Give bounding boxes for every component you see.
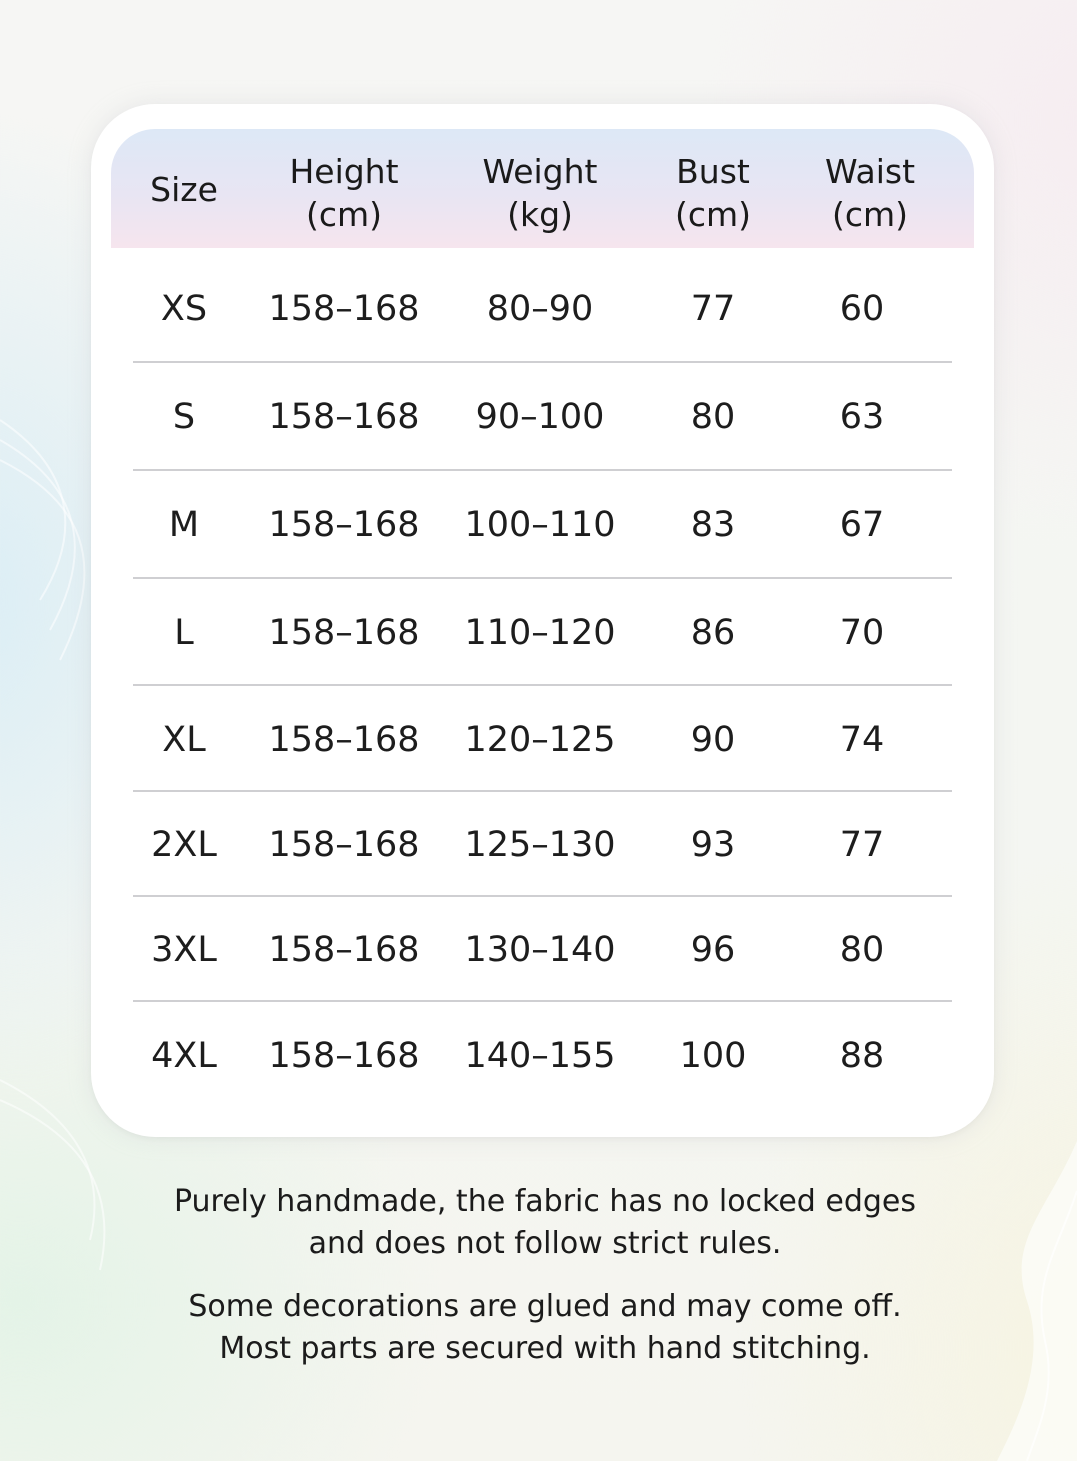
row-divider — [133, 895, 952, 897]
row-divider — [133, 361, 952, 363]
size-chart-card — [91, 104, 994, 1137]
cell-weight: 140–155 — [464, 1036, 616, 1076]
header-bust: Bust (cm) — [674, 152, 752, 234]
cell-height: 158–168 — [268, 1036, 420, 1076]
cell-bust: 90 — [690, 720, 736, 760]
cell-waist: 60 — [839, 289, 885, 329]
note-handmade-line2: and does not follow strict rules. — [308, 1226, 782, 1261]
cell-size: 3XL — [151, 930, 217, 970]
cell-size: M — [168, 505, 200, 545]
cell-size: XL — [162, 720, 206, 760]
cell-height: 158–168 — [268, 825, 420, 865]
row-divider — [133, 577, 952, 579]
cell-bust: 77 — [690, 289, 736, 329]
cell-weight: 120–125 — [464, 720, 616, 760]
cell-waist: 74 — [839, 720, 885, 760]
cell-bust: 96 — [690, 930, 736, 970]
cell-weight: 125–130 — [464, 825, 616, 865]
cell-size: 2XL — [151, 825, 217, 865]
cell-waist: 63 — [839, 397, 885, 437]
row-divider — [133, 684, 952, 686]
cell-height: 158–168 — [268, 613, 420, 653]
cell-waist: 88 — [839, 1036, 885, 1076]
cell-size: 4XL — [151, 1036, 217, 1076]
cell-weight: 110–120 — [464, 613, 616, 653]
header-weight: Weight (kg) — [482, 152, 598, 234]
row-divider — [133, 469, 952, 471]
cell-bust: 93 — [690, 825, 736, 865]
note-decorations-line2: Most parts are secured with hand stitching. — [219, 1331, 871, 1366]
cell-bust: 86 — [690, 613, 736, 653]
header-waist: Waist (cm) — [824, 152, 916, 234]
cell-waist: 70 — [839, 613, 885, 653]
header-height: Height (cm) — [289, 152, 399, 234]
cell-size: XS — [160, 289, 208, 329]
cell-bust: 100 — [679, 1036, 747, 1076]
cell-weight: 90–100 — [475, 397, 605, 437]
note-handmade-line1: Purely handmade, the fabric has no locked edges — [173, 1184, 917, 1219]
cell-waist: 80 — [839, 930, 885, 970]
note-handmade — [0, 1181, 1077, 1265]
cell-height: 158–168 — [268, 720, 420, 760]
note-decorations — [0, 1286, 1077, 1370]
cell-weight: 130–140 — [464, 930, 616, 970]
row-divider — [133, 790, 952, 792]
cell-bust: 80 — [690, 397, 736, 437]
cell-height: 158–168 — [268, 930, 420, 970]
cell-size: S — [172, 397, 196, 437]
cell-weight: 80–90 — [486, 289, 594, 329]
cell-bust: 83 — [690, 505, 736, 545]
cell-height: 158–168 — [268, 397, 420, 437]
cell-height: 158–168 — [268, 289, 420, 329]
cell-height: 158–168 — [268, 505, 420, 545]
row-divider — [133, 1000, 952, 1002]
cell-waist: 77 — [839, 825, 885, 865]
note-decorations-line1: Some decorations are glued and may come off. — [188, 1289, 902, 1324]
cell-weight: 100–110 — [464, 505, 616, 545]
cell-size: L — [174, 613, 194, 653]
header-size: Size — [150, 170, 218, 209]
cell-waist: 67 — [839, 505, 885, 545]
